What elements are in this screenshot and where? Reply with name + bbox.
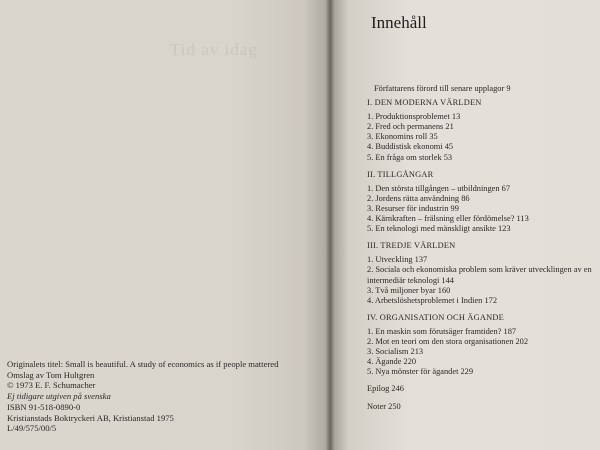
toc-entry: 4. Buddistisk ekonomi 45 [367,142,454,152]
toc-entry: 1. Den största tillgången – utbildningen 67 [367,183,511,193]
toc-epilog: Epilog 246 [367,384,404,394]
toc-entry: 3. Socialism 213 [367,347,424,357]
toc-section-title: III. TREDJE VÄRLDEN [367,241,456,251]
show-through-text: Tid av idag [170,40,258,59]
book-gutter [326,0,334,450]
colophon [7,359,325,434]
toc-entry: 2. Mot en teori om den stora organisationen 202 [367,336,529,346]
toc-entry: 4. Kärnkraften – frälsning eller fördömelse? 113 [367,214,529,224]
colophon-code: L/49/575/00/5 [7,423,57,434]
colophon-isbn: ISBN 91-518-0890-0 [7,401,81,412]
colophon-printer: Kristianstads Boktryckeri AB, Kristianstad 1975 [7,412,174,423]
table-of-contents [367,84,595,413]
page-title: Innehåll [371,13,427,32]
colophon-cover: Omslag av Tom Hultgren [7,369,95,380]
toc-preface: Författarens förord till senare upplagor 9 [374,84,511,93]
toc-section-title: I. DEN MODERNA VÄRLDEN [367,98,482,108]
toc-entry: 5. Nya mönster för ägandet 229 [367,367,474,377]
toc-entry: 5. En fråga om storlek 53 [367,152,453,162]
colophon-original-title: Originalets titel: Small is beautiful. A study of economics as if people mattered [7,359,279,369]
toc-section-4 [367,313,595,378]
colophon-copyright: © 1973 E. F. Schumacher [7,380,96,391]
toc-entry: 1. Produktionsproblemet 13 [367,112,461,122]
toc-section-2 [367,170,595,235]
toc-section-3 [367,241,595,306]
toc-entry: 2. Jordens rätta användning 86 [367,193,470,203]
toc-section-title: II. TILLGÅNGAR [367,169,434,179]
toc-entry: 5. En teknologi med mänskligt ansikte 123 [367,224,511,234]
toc-entry: 3. Resurser för industrin 99 [367,203,459,213]
toc-section-title: IV. ORGANISATION OCH ÄGANDE [367,312,504,322]
toc-entry: 4. Ägande 220 [367,357,417,367]
toc-section-1 [367,98,595,163]
colophon-note: Ej tidigare utgiven på svenska [7,391,111,402]
toc-entry: 4. Arbetslöshetsproblemet i Indien 172 [367,295,498,305]
toc-entry: 2. Sociala och ekonomiska problem som kräver utvecklingen av en intermediär teknologi 144 [367,265,592,285]
toc-entry: 3. Två miljoner byar 160 [367,285,451,295]
toc-entry: 2. Fred och permanens 21 [367,122,454,132]
toc-entry: 1. Utveckling 137 [367,255,428,265]
toc-entry: 1. En maskin som förutsäger framtiden? 187 [367,326,517,336]
toc-noter: Noter 250 [367,402,401,412]
toc-entry: 3. Ekonomins roll 35 [367,132,438,142]
